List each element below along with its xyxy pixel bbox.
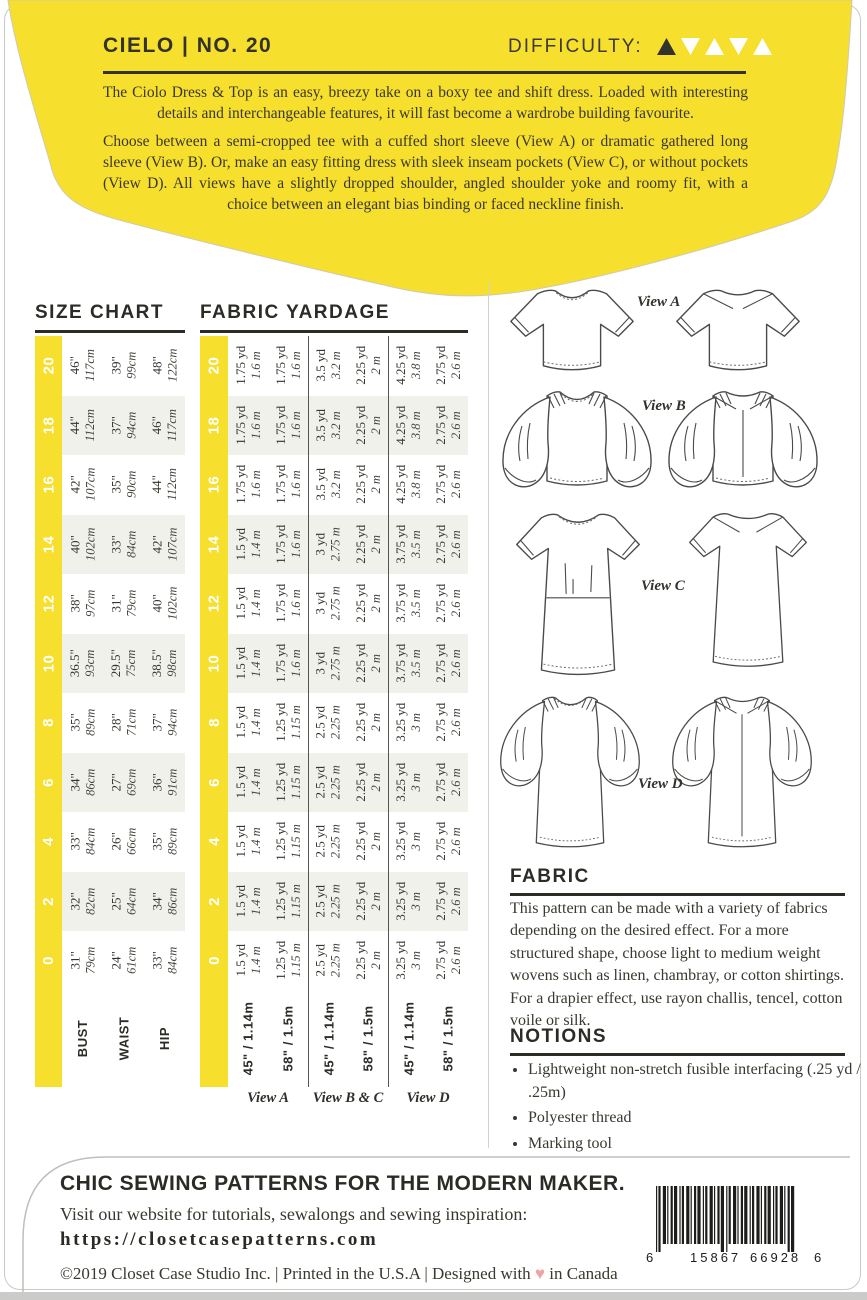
size-header-cell: 18	[200, 396, 228, 456]
footer-tagline: CHIC SEWING PATTERNS FOR THE MODERN MAKER.	[60, 1172, 626, 1195]
yardage-heading: FABRIC YARDAGE	[200, 302, 390, 323]
table-cell: 3.5 yd 3.2 m	[308, 396, 348, 456]
table-cell: 29.5" 75cm	[103, 634, 144, 694]
table-cell: 33" 84cm	[149, 947, 179, 975]
table-cell: 3 yd 2.75 m	[308, 574, 348, 634]
size-chart-table	[35, 336, 185, 1087]
table-cell: 2.75 yd 2.6 m	[428, 515, 468, 575]
table-cell: 44" 112cm	[149, 468, 179, 501]
fabric-description: This pattern can be made with a variety of fabrics depending on the desired effect. For a more structured shape, choose light to medium weight wovens such as linen, chambray, or cotton shirtings. For a drapier effect, use rayon challis, tencel, cotton voile or silk.	[510, 900, 845, 1029]
notion-item: • Marking tool	[528, 1132, 863, 1155]
table-cell: 2.5 yd 2.25 m	[308, 753, 348, 813]
size-header-cell: 20	[200, 336, 228, 396]
yardage-rule	[200, 330, 468, 333]
table-cell: 32" 82cm	[62, 872, 103, 932]
table-cell: 27" 69cm	[103, 753, 144, 813]
table-cell: 36" 91cm	[144, 753, 185, 813]
group-label-view-a: View A	[247, 1090, 289, 1106]
table-cell: 46" 117cm	[144, 396, 185, 456]
table-cell: 3.75 yd 3.5 m	[388, 515, 428, 575]
table-cell: 24" 61cm	[108, 947, 138, 975]
table-cell: 37" 94cm	[149, 709, 179, 737]
svg-text:66928: 66928	[750, 1250, 802, 1265]
fabric-width-label-cell: 45" / 1.14m	[240, 1001, 256, 1076]
table-cell: 4.25 yd 3.8 m	[388, 396, 428, 456]
table-cell: 48" 122cm	[149, 349, 179, 383]
table-cell: 2.5 yd 2.25 m	[308, 812, 348, 872]
view-a-label: View A	[637, 294, 681, 310]
view-b-front-drawing	[492, 380, 662, 508]
size-chart-rule	[35, 330, 185, 333]
table-cell: 35" 90cm	[108, 471, 138, 499]
size-header-cell: 8	[200, 693, 228, 753]
table-cell: 3.25 yd 3 m	[388, 812, 428, 872]
size-header-cell: 2	[200, 872, 228, 932]
view-d-label: View D	[638, 776, 683, 792]
size-header-cell: 12	[35, 574, 62, 634]
table-cell: 1.5 yd 1.4 m	[232, 587, 263, 620]
table-cell: 1.25 yd 1.15 m	[268, 753, 308, 813]
intro-paragraph-1: The Ciolo Dress & Top is an easy, breezy take on a boxy tee and shift dress. Loaded with interesting details and interchangeable features, it will fast become a wardrobe building favourite.	[103, 84, 748, 123]
fabric-width-label-cell: 45" / 1.14m	[388, 991, 428, 1087]
table-cell: 31" 79cm	[67, 947, 97, 975]
fabric-yardage-table	[200, 336, 468, 1087]
size-chart-heading: SIZE CHART	[35, 302, 164, 323]
notions-rule	[510, 1053, 845, 1056]
table-cell: 36.5" 93cm	[62, 634, 103, 694]
table-cell: 1.75 yd 1.6 m	[268, 634, 308, 694]
size-header-cell: 2	[35, 872, 62, 932]
table-cell: 2.25 yd 2 m	[352, 941, 383, 981]
table-cell: 26" 66cm	[108, 828, 138, 856]
table-cell: 2.75 yd 2.6 m	[432, 584, 463, 624]
fabric-width-label-cell: 58" / 1.5m	[280, 1005, 296, 1072]
table-cell: 1.75 yd 1.6 m	[272, 346, 303, 386]
table-cell: 3 yd 2.75 m	[308, 515, 348, 575]
table-cell: 3.25 yd 3 m	[388, 872, 428, 932]
fabric-width-label-cell: 58" / 1.5m	[440, 1005, 456, 1072]
table-cell: 2.25 yd 2 m	[348, 753, 388, 813]
table-cell: 2.75 yd 2.6 m	[428, 634, 468, 694]
view-a-front-drawing	[498, 278, 646, 379]
table-cell: 42" 107cm	[67, 468, 97, 502]
table-cell: 1.75 yd 1.6 m	[232, 346, 263, 386]
svg-text:6: 6	[646, 1250, 654, 1265]
table-cell: 1.5 yd 1.4 m	[232, 944, 263, 977]
table-cell: 2.25 yd 2 m	[348, 634, 388, 694]
fabric-width-label-cell: 58" / 1.5m	[360, 1005, 376, 1072]
table-cell: 37" 94cm	[103, 396, 144, 456]
table-cell: 3.75 yd 3.5 m	[388, 634, 428, 694]
table-cell: 4.25 yd 3.8 m	[388, 336, 428, 396]
column-divider	[488, 282, 489, 1148]
difficulty-row	[508, 36, 773, 58]
size-header-cell: 18	[35, 396, 62, 456]
footer-copyright: ©2019 Closet Case Studio Inc. | Printed in the U.S.A | Designed with ♥ in Canada	[60, 1264, 618, 1283]
size-header-cell: 14	[35, 515, 62, 575]
size-header-cell: 4	[200, 812, 228, 872]
table-cell: 2.25 yd 2 m	[348, 515, 388, 575]
table-cell: 3.75 yd 3.5 m	[388, 574, 428, 634]
notion-item: • Polyester thread	[528, 1106, 863, 1129]
notion-item: • Lightweight non-stretch fusible interfacing (.25 yd / .25m)	[528, 1058, 863, 1104]
table-cell: 34" 86cm	[62, 753, 103, 813]
size-header-cell: 6	[200, 753, 228, 813]
size-header-cell: 14	[200, 515, 228, 575]
table-cell: 4.25 yd 3.8 m	[388, 455, 428, 515]
table-cell: 3.25 yd 3 m	[388, 931, 428, 991]
table-cell: 33" 84cm	[67, 828, 97, 856]
table-cell: 2.5 yd 2.25 m	[308, 931, 348, 991]
table-cell: 3.25 yd 3 m	[388, 693, 428, 753]
table-cell: 38" 97cm	[67, 590, 97, 618]
table-cell: 2.25 yd 2 m	[352, 346, 383, 386]
table-cell: 1.25 yd 1.15 m	[272, 941, 303, 981]
view-d-front-drawing	[488, 686, 652, 865]
size-header-cell: 0	[35, 931, 62, 991]
table-cell: 1.75 yd 1.6 m	[268, 396, 308, 456]
table-cell: 1.5 yd 1.4 m	[232, 706, 263, 739]
size-header-cell: 10	[35, 634, 62, 694]
size-header-cell: 8	[35, 693, 62, 753]
table-cell: 1.75 yd 1.6 m	[268, 515, 308, 575]
size-header-cell: 12	[200, 574, 228, 634]
size-header-cell: 0	[200, 931, 228, 991]
table-cell: 2.25 yd 2 m	[352, 465, 383, 505]
view-d-back-drawing	[660, 686, 824, 865]
table-cell: 38.5" 98cm	[144, 634, 185, 694]
table-cell: 1.5 yd 1.4 m	[228, 515, 268, 575]
pattern-title: CIELO | NO. 20	[103, 34, 273, 57]
table-cell: 33" 84cm	[103, 515, 144, 575]
size-header-cell: 4	[35, 812, 62, 872]
difficulty-rating-icon	[657, 38, 773, 56]
group-label-view-d: View D	[406, 1090, 450, 1106]
table-cell: 2.75 yd 2.6 m	[432, 465, 463, 505]
fabric-heading: FABRIC	[510, 866, 590, 887]
size-header-cell: 16	[35, 455, 62, 515]
table-cell: 35" 89cm	[149, 828, 179, 856]
table-cell: 39" 99cm	[108, 352, 138, 380]
difficulty-label: DIFFICULTY:	[508, 36, 643, 57]
measurement-label-cell: WAIST	[116, 1016, 132, 1061]
table-cell: 2.75 yd 2.6 m	[432, 941, 463, 981]
table-cell: 40" 102cm	[149, 587, 179, 621]
table-cell: 25" 64cm	[103, 872, 144, 932]
table-cell: 1.5 yd 1.4 m	[228, 753, 268, 813]
upc-barcode	[642, 1186, 827, 1268]
size-header-cell: 20	[35, 336, 62, 396]
heart-icon: ♥	[534, 1264, 546, 1283]
size-header-cell: 6	[35, 753, 62, 813]
footer-website-url: https://closetcasepatterns.com	[60, 1229, 379, 1250]
table-cell: 1.75 yd 1.6 m	[272, 584, 303, 624]
size-header-cell: 16	[200, 455, 228, 515]
header-divider	[103, 71, 746, 74]
table-cell: 35" 89cm	[67, 709, 97, 737]
table-cell: 42" 107cm	[144, 515, 185, 575]
view-c-back-drawing	[668, 502, 828, 683]
table-cell: 3 yd 2.75 m	[308, 634, 348, 694]
fabric-rule	[510, 893, 845, 896]
table-cell: 2.75 yd 2.6 m	[428, 872, 468, 932]
table-cell: 2.75 yd 2.6 m	[432, 346, 463, 386]
table-cell: 1.25 yd 1.15 m	[272, 703, 303, 743]
measurement-label-cell: BUST	[74, 1019, 90, 1058]
view-b-label: View B	[642, 398, 686, 414]
table-cell: 2.75 yd 2.6 m	[428, 753, 468, 813]
table-cell: 2.25 yd 2 m	[352, 584, 383, 624]
table-cell: 1.75 yd 1.6 m	[232, 465, 263, 505]
view-c-front-drawing	[494, 502, 662, 692]
size-header-cell: 10	[200, 634, 228, 694]
table-cell: 1.25 yd 1.15 m	[272, 822, 303, 862]
table-cell: 1.5 yd 1.4 m	[228, 634, 268, 694]
group-label-view-bc: View B & C	[312, 1090, 384, 1106]
view-c-label: View C	[641, 578, 685, 594]
table-cell: 1.5 yd 1.4 m	[232, 825, 263, 858]
photo-background-strip	[0, 1292, 867, 1300]
table-cell: 2.5 yd 2.25 m	[308, 872, 348, 932]
size-strip-footer	[200, 991, 228, 1087]
table-cell: 1.5 yd 1.4 m	[228, 872, 268, 932]
table-cell: 2.25 yd 2 m	[352, 703, 383, 743]
table-cell: 40" 102cm	[62, 515, 103, 575]
fabric-width-label-cell: 45" / 1.14m	[308, 991, 348, 1087]
table-cell: 2.75 yd 2.6 m	[432, 822, 463, 862]
table-cell: 2.75 yd 2.6 m	[428, 396, 468, 456]
table-cell: 28" 71cm	[108, 709, 138, 737]
table-cell: 1.75 yd 1.6 m	[272, 465, 303, 505]
table-cell: 2.25 yd 2 m	[352, 822, 383, 862]
size-strip-footer	[35, 991, 62, 1087]
measurement-label-cell: HIP	[156, 1026, 172, 1051]
svg-text:6: 6	[814, 1250, 822, 1265]
svg-text:15867: 15867	[690, 1250, 742, 1265]
table-cell: 2.25 yd 2 m	[348, 396, 388, 456]
table-cell: 2.5 yd 2.25 m	[308, 693, 348, 753]
yardage-view-group-labels	[200, 1090, 468, 1107]
notions-heading: NOTIONS	[510, 1026, 608, 1047]
table-cell: 31" 79cm	[108, 590, 138, 618]
table-cell: 3.25 yd 3 m	[388, 753, 428, 813]
table-cell: 2.25 yd 2 m	[348, 872, 388, 932]
intro-paragraph-2: Choose between a semi-cropped tee with a cuffed short sleeve (View A) or dramatic gathered long sleeve (View B). Or, make an easy fitting dress with sleek inseam pockets (View C), or without pockets (View D). All views have a slightly dropped shoulder, angled shoulder yoke and roomy fit, with a choice between an elegant bias binding or faced neckline finish.	[103, 133, 748, 214]
table-cell: 1.75 yd 1.6 m	[228, 396, 268, 456]
table-cell: 34" 86cm	[144, 872, 185, 932]
table-cell: 1.25 yd 1.15 m	[268, 872, 308, 932]
table-cell: 44" 112cm	[62, 396, 103, 456]
table-cell: 46" 117cm	[67, 349, 97, 382]
table-cell: 2.75 yd 2.6 m	[432, 703, 463, 743]
table-cell: 3.5 yd 3.2 m	[308, 455, 348, 515]
table-cell: 3.5 yd 3.2 m	[308, 336, 348, 396]
footer-visit-line: Visit our website for tutorials, sewalongs and sewing inspiration:	[60, 1204, 528, 1224]
view-a-back-drawing	[664, 278, 812, 379]
